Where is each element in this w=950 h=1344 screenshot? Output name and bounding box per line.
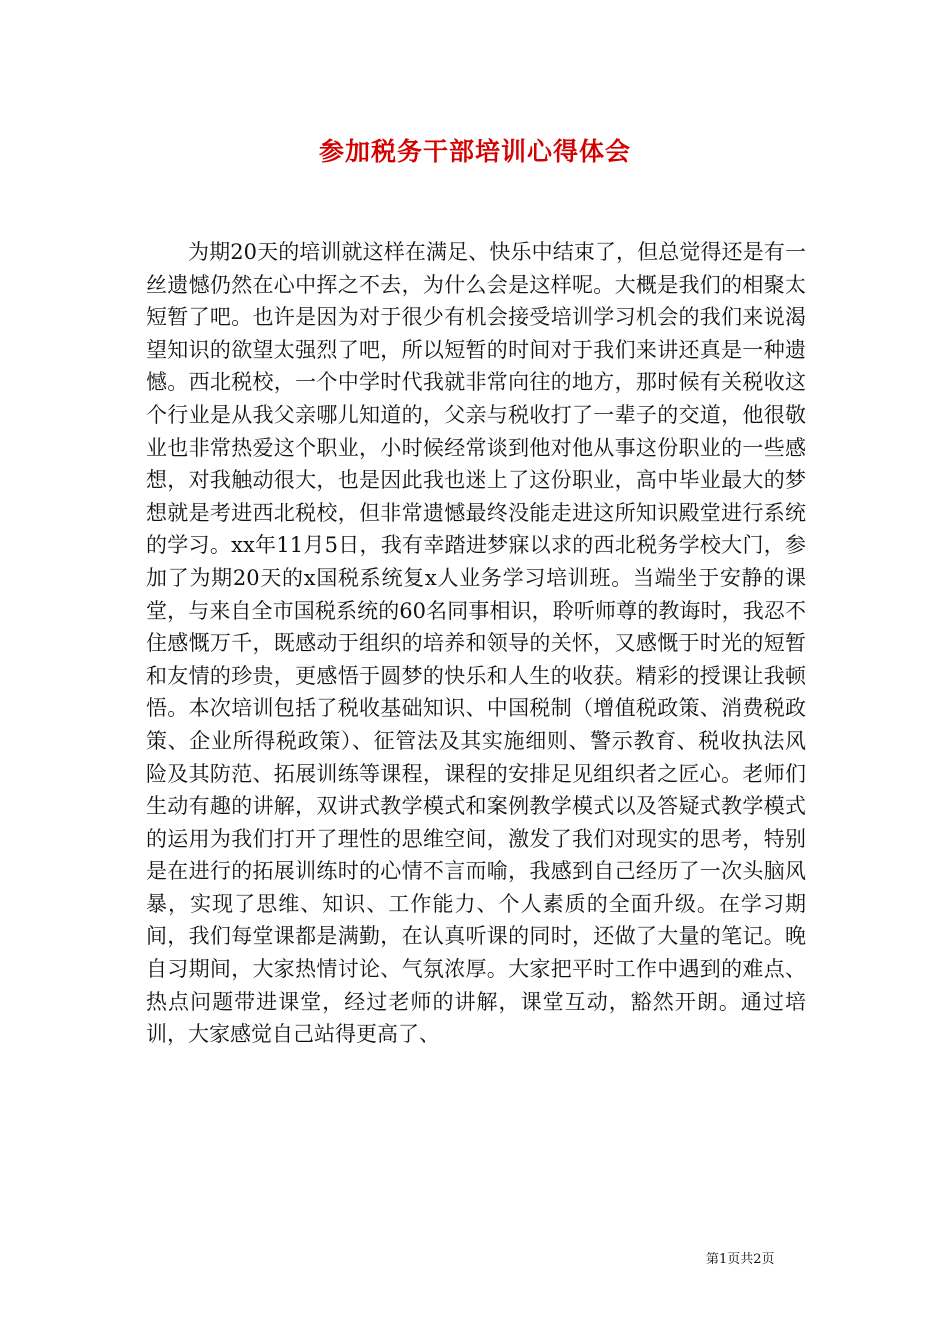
document-body-paragraph: 为期20天的培训就这样在满足、快乐中结束了，但总觉得还是有一丝遗憾仍然在心中挥之不去，为什么会是这样呢。大概是我们的相聚太短暂了吧。也许是因为对于很少有机会接受培训学习机会的我们来说渴望知识的欲望太强烈了吧，所以短暂的时间对于我们来讲还真是一种遗憾。西北税校，一个中学时代我就非常向往的地方，那时候有关税收这个行业是从我父亲哪儿知道的，父亲与税收打了一辈子的交道，他很敬业也非常热爱这个职业，小时候经常谈到他对他从事这份职业的一些感想，对我触动很大，也是因此我也迷上了这份职业，高中毕业最大的梦想就是考进西北税校，但非常遗憾最终没能走进这所知识殿堂进行系统的学习。xx年11月5日，我有幸踏进梦寐以求的西北税务学校大门，参加了为期20天的x国税系统复x人业务学习培训班。当端坐于安静的课堂，与来自全市国税系统的60名同事相识，聆听师尊的教诲时，我忍不住感慨万千，既感动于组织的培养和领导的关怀，又感慨于时光的短暂和友情的珍贵，更感悟于圆梦的快乐和人生的收获。精彩的授课让我顿悟。本次培训包括了税收基础知识、中国税制（增值税政策、消费税政策、企业所得税政策）、征管法及其实施细则、警示教育、税收执法风险及其防范、拓展训练等课程，课程的安排足见组织者之匠心。老师们生动有趣的讲解，双讲式教学模式和案例教学模式以及答疑式教学模式的运用为我们打开了理性的思维空间，激发了我们对现实的思考，特别是在进行的拓展训练时的心情不言而喻，我感到自己经历了一次头脑风暴，实现了思维、知识、工作能力、个人素质的全面升级。在学习期间，我们每堂课都是满勤，在认真听课的同时，还做了大量的笔记。晚自习期间，大家热情讨论、气氛浓厚。大家把平时工作中遇到的难点、热点问题带进课堂，经过老师的讲解，课堂互动，豁然开朗。通过培训，大家感觉自己站得更高了、 [146,240,806,1047]
page-number-footer: 第1页共2页 [706,1252,775,1267]
document-title: 参加税务干部培训心得体会 [318,137,631,166]
